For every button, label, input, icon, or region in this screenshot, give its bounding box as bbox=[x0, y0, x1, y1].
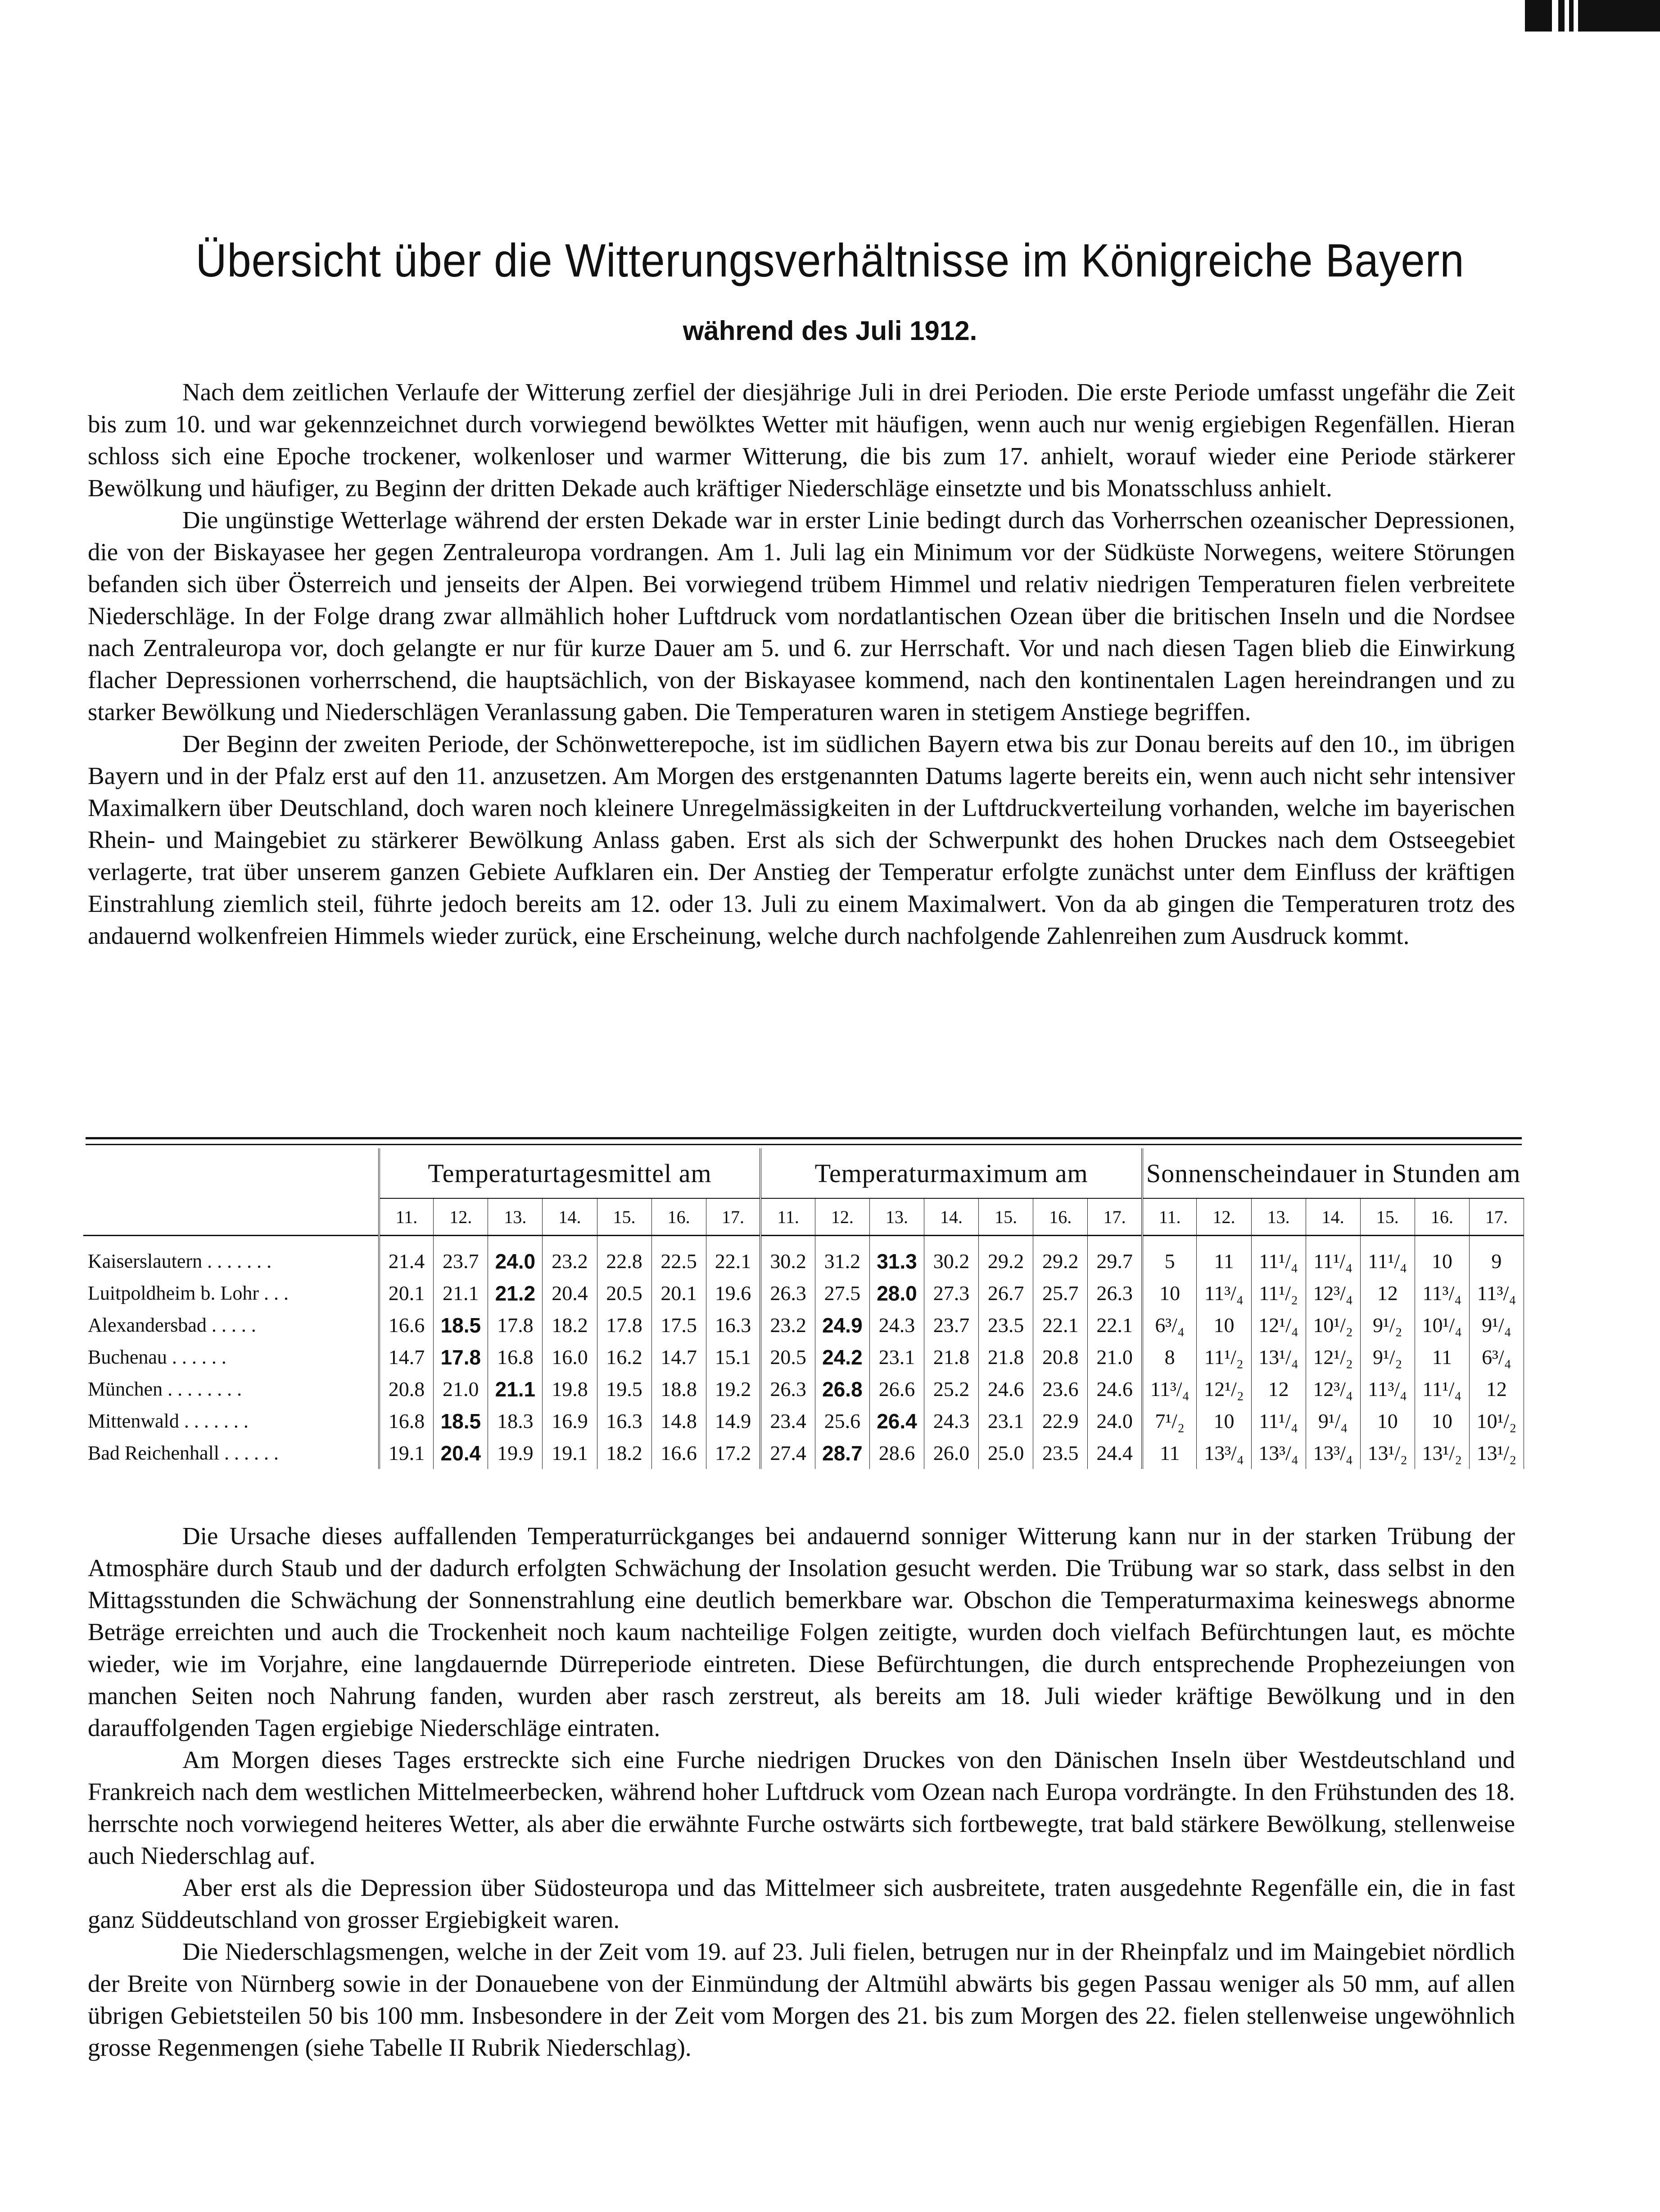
day-header: 17. bbox=[1088, 1198, 1142, 1236]
sonne-cell: 11¹/₄ bbox=[1415, 1373, 1469, 1405]
maximum-cell: 21.8 bbox=[979, 1341, 1033, 1373]
maximum-cell: 28.0 bbox=[869, 1277, 924, 1309]
group-header-sonne: Sonnenscheindauer in Stunden am bbox=[1142, 1148, 1524, 1198]
maximum-cell: 27.4 bbox=[760, 1437, 815, 1469]
day-header: 15. bbox=[1360, 1198, 1415, 1236]
sonne-cell: 12³/₄ bbox=[1306, 1277, 1360, 1309]
mittel-cell: 24.0 bbox=[488, 1236, 543, 1278]
paragraph: Die Niederschlagsmengen, welche in der Zeit vom 19. auf 23. Juli fielen, betrugen nur in der Rheinpfalz und im Maingebiet nördlich der Breite von Nürnberg sowie in der Donauebene von der Einmündung der Altmühl abwärts bis gegen Passau weniger als 50 mm, auf allen übrigen Gebietsteilen 50 bis 100 mm. Insbesondere in der Zeit vom Morgen des 21. bis zum Morgen des 22. fielen stellenweise ungewöhnlich grosse Regenmengen (siehe Tabelle II Rubrik Niederschlag). bbox=[88, 1938, 1515, 2061]
sonne-cell: 8 bbox=[1142, 1341, 1197, 1373]
table-row bbox=[83, 1405, 1524, 1437]
mittel-cell: 16.8 bbox=[379, 1405, 434, 1437]
outro-text bbox=[88, 1520, 1515, 2063]
maximum-cell: 25.7 bbox=[1033, 1277, 1088, 1309]
day-header: 14. bbox=[924, 1198, 979, 1236]
station-name: Buchenau . . . . . . bbox=[88, 1346, 226, 1368]
day-header: 13. bbox=[1251, 1198, 1306, 1236]
maximum-cell: 23.1 bbox=[979, 1405, 1033, 1437]
maximum-cell: 20.5 bbox=[760, 1341, 815, 1373]
mittel-cell: 15.1 bbox=[706, 1341, 760, 1373]
maximum-cell: 26.8 bbox=[815, 1373, 869, 1405]
mittel-cell: 16.0 bbox=[543, 1341, 597, 1373]
maximum-cell: 26.4 bbox=[869, 1405, 924, 1437]
maximum-cell: 22.9 bbox=[1033, 1405, 1088, 1437]
maximum-cell: 25.0 bbox=[979, 1437, 1033, 1469]
mittel-cell: 16.3 bbox=[706, 1309, 760, 1341]
mittel-cell: 19.6 bbox=[706, 1277, 760, 1309]
mittel-cell: 18.8 bbox=[651, 1373, 706, 1405]
maximum-cell: 24.6 bbox=[979, 1373, 1033, 1405]
sonne-cell: 11¹/₄ bbox=[1360, 1236, 1415, 1278]
mittel-cell: 20.1 bbox=[379, 1277, 434, 1309]
table-body bbox=[83, 1236, 1524, 1469]
sonne-cell: 13³/₄ bbox=[1306, 1437, 1360, 1469]
header-spacer bbox=[83, 1148, 379, 1198]
mittel-cell: 23.7 bbox=[434, 1236, 488, 1278]
table-row bbox=[83, 1341, 1524, 1373]
day-header: 17. bbox=[706, 1198, 760, 1236]
sonne-cell: 11 bbox=[1197, 1236, 1251, 1278]
day-header: 16. bbox=[1415, 1198, 1469, 1236]
table-row bbox=[83, 1309, 1524, 1341]
maximum-cell: 31.2 bbox=[815, 1236, 869, 1278]
day-header: 15. bbox=[597, 1198, 651, 1236]
mittel-cell: 17.5 bbox=[651, 1309, 706, 1341]
mittel-cell: 14.9 bbox=[706, 1405, 760, 1437]
mittel-cell: 16.8 bbox=[488, 1341, 543, 1373]
maximum-cell: 24.2 bbox=[815, 1341, 869, 1373]
mittel-cell: 14.8 bbox=[651, 1405, 706, 1437]
mittel-cell: 21.0 bbox=[434, 1373, 488, 1405]
sonne-cell: 7¹/₂ bbox=[1142, 1405, 1197, 1437]
table-row bbox=[83, 1236, 1524, 1278]
sonne-cell: 11¹/₂ bbox=[1251, 1277, 1306, 1309]
day-header: 11. bbox=[760, 1198, 815, 1236]
maximum-cell: 22.1 bbox=[1088, 1309, 1142, 1341]
group-header-maximum: Temperaturmaximum am bbox=[760, 1148, 1142, 1198]
sonne-cell: 10¹/₂ bbox=[1469, 1405, 1524, 1437]
sonne-cell: 11³/₄ bbox=[1197, 1277, 1251, 1309]
sonne-cell: 9¹/₂ bbox=[1360, 1341, 1415, 1373]
sonne-cell: 9 bbox=[1469, 1236, 1524, 1278]
sonne-cell: 11 bbox=[1415, 1341, 1469, 1373]
sonne-cell: 10 bbox=[1415, 1405, 1469, 1437]
day-header: 17. bbox=[1469, 1198, 1524, 1236]
mittel-cell: 17.8 bbox=[434, 1341, 488, 1373]
sonne-cell: 12¹/₂ bbox=[1197, 1373, 1251, 1405]
mittel-cell: 19.5 bbox=[597, 1373, 651, 1405]
sonne-cell: 13¹/₄ bbox=[1251, 1341, 1306, 1373]
maximum-cell: 28.6 bbox=[869, 1437, 924, 1469]
sonne-cell: 13³/₄ bbox=[1251, 1437, 1306, 1469]
mittel-cell: 18.2 bbox=[597, 1437, 651, 1469]
sonne-cell: 11³/₄ bbox=[1415, 1277, 1469, 1309]
mittel-cell: 14.7 bbox=[379, 1341, 434, 1373]
day-header: 13. bbox=[488, 1198, 543, 1236]
sonne-cell: 11¹/₂ bbox=[1197, 1341, 1251, 1373]
mittel-cell: 20.4 bbox=[434, 1437, 488, 1469]
sonne-cell: 11³/₄ bbox=[1360, 1373, 1415, 1405]
sonne-cell: 10 bbox=[1360, 1405, 1415, 1437]
group-header-mittel: Temperaturtagesmittel am bbox=[379, 1148, 761, 1198]
sonne-cell: 13³/₄ bbox=[1197, 1437, 1251, 1469]
maximum-cell: 31.3 bbox=[869, 1236, 924, 1278]
maximum-cell: 26.6 bbox=[869, 1373, 924, 1405]
sonne-cell: 13¹/₂ bbox=[1415, 1437, 1469, 1469]
sonne-cell: 10 bbox=[1197, 1405, 1251, 1437]
paragraph: Am Morgen dieses Tages erstreckte sich eine Furche niedrigen Druckes von den Dänischen Inseln über Westdeutschland und Frankreich nach dem westlichen Mittelmeerbecken, während hoher Luftdruck vom Ozean nach Europa vordrängte. In den Frühstunden des 18. herrschte noch vorwiegend heiteres Wetter, als aber die erwähnte Furche ostwärts sich fortbewegte, trat bald stärkere Bewölkung, stellenweise auch Niederschlag auf. bbox=[88, 1746, 1515, 1869]
maximum-cell: 23.7 bbox=[924, 1309, 979, 1341]
paragraph: Nach dem zeitlichen Verlaufe der Witterung zerfiel der diesjährige Juli in drei Perioden. Die erste Periode umfasst ungefähr die Zeit bis zum 10. und war gekennzeichnet durch vorwiegend bewölktes Wetter mit häufigen, wenn auch nur wenig ergiebigen Regenfällen. Hieran schloss sich eine Epoche trockener, wolkenloser und warmer Witterung, die bis zum 17. anhielt, worauf wieder eine Periode stärkerer Bewölkung und häufiger, zu Beginn der dritten Dekade auch kräftiger Niederschläge einsetzte und bis Monatsschluss anhielt. bbox=[88, 378, 1515, 502]
sonne-cell: 13¹/₂ bbox=[1469, 1437, 1524, 1469]
day-header-row bbox=[83, 1198, 1524, 1236]
mittel-cell: 21.2 bbox=[488, 1277, 543, 1309]
sonne-cell: 6³/₄ bbox=[1469, 1341, 1524, 1373]
sonne-cell: 12 bbox=[1469, 1373, 1524, 1405]
maximum-cell: 24.9 bbox=[815, 1309, 869, 1341]
sonne-cell: 6³/₄ bbox=[1142, 1309, 1197, 1341]
sonne-cell: 10 bbox=[1197, 1309, 1251, 1341]
maximum-cell: 21.0 bbox=[1088, 1341, 1142, 1373]
mittel-cell: 18.5 bbox=[434, 1405, 488, 1437]
day-header: 12. bbox=[1197, 1198, 1251, 1236]
day-header: 14. bbox=[543, 1198, 597, 1236]
paragraph: Aber erst als die Depression über Südosteuropa und das Mittelmeer sich ausbreitete, traten ausgedehnte Regenfälle ein, die in fast ganz Süddeutschland von grosser Ergiebigkeit waren. bbox=[88, 1874, 1515, 1933]
maximum-cell: 24.6 bbox=[1088, 1373, 1142, 1405]
day-header: 16. bbox=[651, 1198, 706, 1236]
day-header: 16. bbox=[1033, 1198, 1088, 1236]
mittel-cell: 22.8 bbox=[597, 1236, 651, 1278]
header-spacer bbox=[83, 1198, 379, 1236]
day-header: 11. bbox=[379, 1198, 434, 1236]
station-name: München . . . . . . . . bbox=[88, 1378, 242, 1400]
temperature-table bbox=[83, 1148, 1524, 1469]
day-header: 15. bbox=[979, 1198, 1033, 1236]
mittel-cell: 19.8 bbox=[543, 1373, 597, 1405]
sonne-cell: 12¹/₂ bbox=[1306, 1341, 1360, 1373]
sonne-cell: 12¹/₄ bbox=[1251, 1309, 1306, 1341]
mittel-cell: 21.4 bbox=[379, 1236, 434, 1278]
sonne-cell: 11¹/₄ bbox=[1306, 1236, 1360, 1278]
maximum-cell: 21.8 bbox=[924, 1341, 979, 1373]
day-header: 12. bbox=[434, 1198, 488, 1236]
mittel-cell: 16.2 bbox=[597, 1341, 651, 1373]
station-name: Luitpoldheim b. Lohr . . . bbox=[88, 1282, 289, 1304]
sonne-cell: 11 bbox=[1142, 1437, 1197, 1469]
sonne-cell: 12³/₄ bbox=[1306, 1373, 1360, 1405]
station-name: Bad Reichenhall . . . . . . bbox=[88, 1442, 279, 1464]
mittel-cell: 14.7 bbox=[651, 1341, 706, 1373]
mittel-cell: 18.2 bbox=[543, 1309, 597, 1341]
mittel-cell: 17.8 bbox=[488, 1309, 543, 1341]
maximum-cell: 24.3 bbox=[869, 1309, 924, 1341]
maximum-cell: 30.2 bbox=[760, 1236, 815, 1278]
sonne-cell: 10 bbox=[1142, 1277, 1197, 1309]
maximum-cell: 23.5 bbox=[979, 1309, 1033, 1341]
maximum-cell: 23.1 bbox=[869, 1341, 924, 1373]
maximum-cell: 25.2 bbox=[924, 1373, 979, 1405]
sonne-cell: 12 bbox=[1360, 1277, 1415, 1309]
mittel-cell: 18.3 bbox=[488, 1405, 543, 1437]
mittel-cell: 19.2 bbox=[706, 1373, 760, 1405]
mittel-cell: 21.1 bbox=[434, 1277, 488, 1309]
maximum-cell: 24.3 bbox=[924, 1405, 979, 1437]
maximum-cell: 24.4 bbox=[1088, 1437, 1142, 1469]
maximum-cell: 27.3 bbox=[924, 1277, 979, 1309]
station-name: Mittenwald . . . . . . . bbox=[88, 1410, 249, 1432]
sonne-cell: 10¹/₂ bbox=[1306, 1309, 1360, 1341]
maximum-cell: 26.3 bbox=[1088, 1277, 1142, 1309]
paragraph: Die Ursache dieses auffallenden Temperaturrückganges bei andauernd sonniger Witterung kann nur in der starken Trübung der Atmosphäre durch Staub und der dadurch erfolgten Schwächung der Insolation gesucht werden. Die Trübung war so stark, dass selbst in den Mittagsstunden die Schwächung der Sonnenstrahlung eine deutlich bemerkbare war. Obschon die Temperaturmaxima keineswegs abnorme Beträge erreichten und auch die Trockenheit noch kaum nachteilige Folgen zeitigte, wurden doch vielfach Befürchtungen laut, es möchte wieder, wie im Vorjahre, eine langdauernde Dürreperiode eintreten. Diese Befürchtungen, die durch entsprechende Prophezeiungen von manchen Seiten noch Nahrung fanden, wurden aber rasch zerstreut, als bereits am 18. Juli wieder kräftige Bewölkung und in den darauffolgenden Tagen ergiebige Niederschläge eintraten. bbox=[88, 1522, 1515, 1741]
mittel-cell: 18.5 bbox=[434, 1309, 488, 1341]
maximum-cell: 24.0 bbox=[1088, 1405, 1142, 1437]
maximum-cell: 30.2 bbox=[924, 1236, 979, 1278]
mittel-cell: 20.1 bbox=[651, 1277, 706, 1309]
mittel-cell: 21.1 bbox=[488, 1373, 543, 1405]
station-name: Alexandersbad . . . . . bbox=[88, 1314, 256, 1336]
sonne-cell: 9¹/₄ bbox=[1469, 1309, 1524, 1341]
maximum-cell: 26.3 bbox=[760, 1373, 815, 1405]
day-header: 11. bbox=[1142, 1198, 1197, 1236]
mittel-cell: 19.9 bbox=[488, 1437, 543, 1469]
paragraph: Der Beginn der zweiten Periode, der Schönwetterepoche, ist im südlichen Bayern etwa bis zur Donau bereits auf den 10., im übrigen Bayern und in der Pfalz erst auf den 11. anzusetzen. Am Morgen des erstgenannten Datums lagerte bereits ein, wenn auch nicht sehr intensiver Maximalkern über Deutschland, doch waren noch kleinere Unregelmässigkeiten in der Luftdruckverteilung vorhanden, welche im bayerischen Rhein- und Maingebiet zu stärkerer Bewölkung Anlass gaben. Erst als sich der Schwerpunkt des hohen Druckes nach dem Ostseegebiet verlagerte, trat über unserem ganzen Gebiete Aufklaren ein. Der Anstieg der Temperatur erfolgte zunächst unter dem Einfluss der kräftigen Einstrahlung ziemlich steil, führte jedoch bereits am 12. oder 13. Juli zu einem Maximalwert. Von da ab gingen die Temperaturen trotz des andauernd wolkenfreien Himmels wieder zurück, eine Erscheinung, welche durch nachfolgende Zahlenreihen zum Ausdruck kommt. bbox=[88, 730, 1515, 949]
table-top-rule-inner bbox=[86, 1144, 1522, 1145]
table-row bbox=[83, 1373, 1524, 1405]
maximum-cell: 23.5 bbox=[1033, 1437, 1088, 1469]
maximum-cell: 29.2 bbox=[979, 1236, 1033, 1278]
table-row bbox=[83, 1277, 1524, 1309]
sonne-cell: 9¹/₂ bbox=[1360, 1309, 1415, 1341]
maximum-cell: 29.2 bbox=[1033, 1236, 1088, 1278]
maximum-cell: 25.6 bbox=[815, 1405, 869, 1437]
sonne-cell: 9¹/₄ bbox=[1306, 1405, 1360, 1437]
station-name: Kaiserslautern . . . . . . . bbox=[88, 1250, 272, 1272]
maximum-cell: 20.8 bbox=[1033, 1341, 1088, 1373]
sonne-cell: 10 bbox=[1415, 1236, 1469, 1278]
mittel-cell: 16.6 bbox=[379, 1309, 434, 1341]
mittel-cell: 17.8 bbox=[597, 1309, 651, 1341]
paragraph: Die ungünstige Wetterlage während der ersten Dekade war in erster Linie bedingt durch das Vorherrschen ozeanischer Depressionen, die von der Biskayasee her gegen Zentraleuropa vordrangen. Am 1. Juli lag ein Minimum vor der Südküste Norwegens, weitere Störungen befanden sich über Österreich und jenseits der Alpen. Bei vorwiegend trübem Himmel und relativ niedrigen Temperaturen fielen verbreitete Niederschläge. In der Folge drang zwar allmählich hoher Luftdruck vom nordatlantischen Ozean über die britischen Inseln und die Nordsee nach Zentraleuropa vor, doch gelangte er nur für kurze Dauer am 5. und 6. zur Herrschaft. Vor und nach diesen Tagen blieb die Einwirkung flacher Depressionen vorherrschend, die hauptsächlich, von der Biskayasee kommend, nach den kontinentalen Lagen hereindrangen und zu starker Bewölkung und Niederschlägen Veranlassung gaben. Die Temperaturen waren in stetigem Anstiege begriffen. bbox=[88, 506, 1515, 725]
day-header: 13. bbox=[869, 1198, 924, 1236]
maximum-cell: 26.0 bbox=[924, 1437, 979, 1469]
maximum-cell: 23.2 bbox=[760, 1309, 815, 1341]
mittel-cell: 19.1 bbox=[543, 1437, 597, 1469]
maximum-cell: 29.7 bbox=[1088, 1236, 1142, 1278]
maximum-cell: 23.4 bbox=[760, 1405, 815, 1437]
maximum-cell: 22.1 bbox=[1033, 1309, 1088, 1341]
table-top-rule bbox=[86, 1137, 1522, 1139]
maximum-cell: 27.5 bbox=[815, 1277, 869, 1309]
mittel-cell: 16.3 bbox=[597, 1405, 651, 1437]
page-title: Übersicht über die Witterungsverhältnisse im Königreiche Bayern bbox=[195, 235, 1465, 287]
scan-corner-mark bbox=[1525, 0, 1660, 32]
table-row bbox=[83, 1437, 1524, 1469]
sonne-cell: 12 bbox=[1251, 1373, 1306, 1405]
intro-text bbox=[88, 376, 1515, 952]
sonne-cell: 11³/₄ bbox=[1469, 1277, 1524, 1309]
maximum-cell: 26.7 bbox=[979, 1277, 1033, 1309]
mittel-cell: 20.5 bbox=[597, 1277, 651, 1309]
mittel-cell: 17.2 bbox=[706, 1437, 760, 1469]
sonne-cell: 13¹/₂ bbox=[1360, 1437, 1415, 1469]
page-subtitle: während des Juli 1912. bbox=[683, 316, 977, 346]
mittel-cell: 16.9 bbox=[543, 1405, 597, 1437]
sonne-cell: 11³/₄ bbox=[1142, 1373, 1197, 1405]
mittel-cell: 16.6 bbox=[651, 1437, 706, 1469]
maximum-cell: 26.3 bbox=[760, 1277, 815, 1309]
mittel-cell: 22.1 bbox=[706, 1236, 760, 1278]
mittel-cell: 22.5 bbox=[651, 1236, 706, 1278]
day-header: 14. bbox=[1306, 1198, 1360, 1236]
maximum-cell: 28.7 bbox=[815, 1437, 869, 1469]
day-header: 12. bbox=[815, 1198, 869, 1236]
maximum-cell: 23.6 bbox=[1033, 1373, 1088, 1405]
sonne-cell: 10¹/₄ bbox=[1415, 1309, 1469, 1341]
mittel-cell: 20.8 bbox=[379, 1373, 434, 1405]
sonne-cell: 5 bbox=[1142, 1236, 1197, 1278]
mittel-cell: 19.1 bbox=[379, 1437, 434, 1469]
sonne-cell: 11¹/₄ bbox=[1251, 1405, 1306, 1437]
sonne-cell: 11¹/₄ bbox=[1251, 1236, 1306, 1278]
mittel-cell: 20.4 bbox=[543, 1277, 597, 1309]
mittel-cell: 23.2 bbox=[543, 1236, 597, 1278]
